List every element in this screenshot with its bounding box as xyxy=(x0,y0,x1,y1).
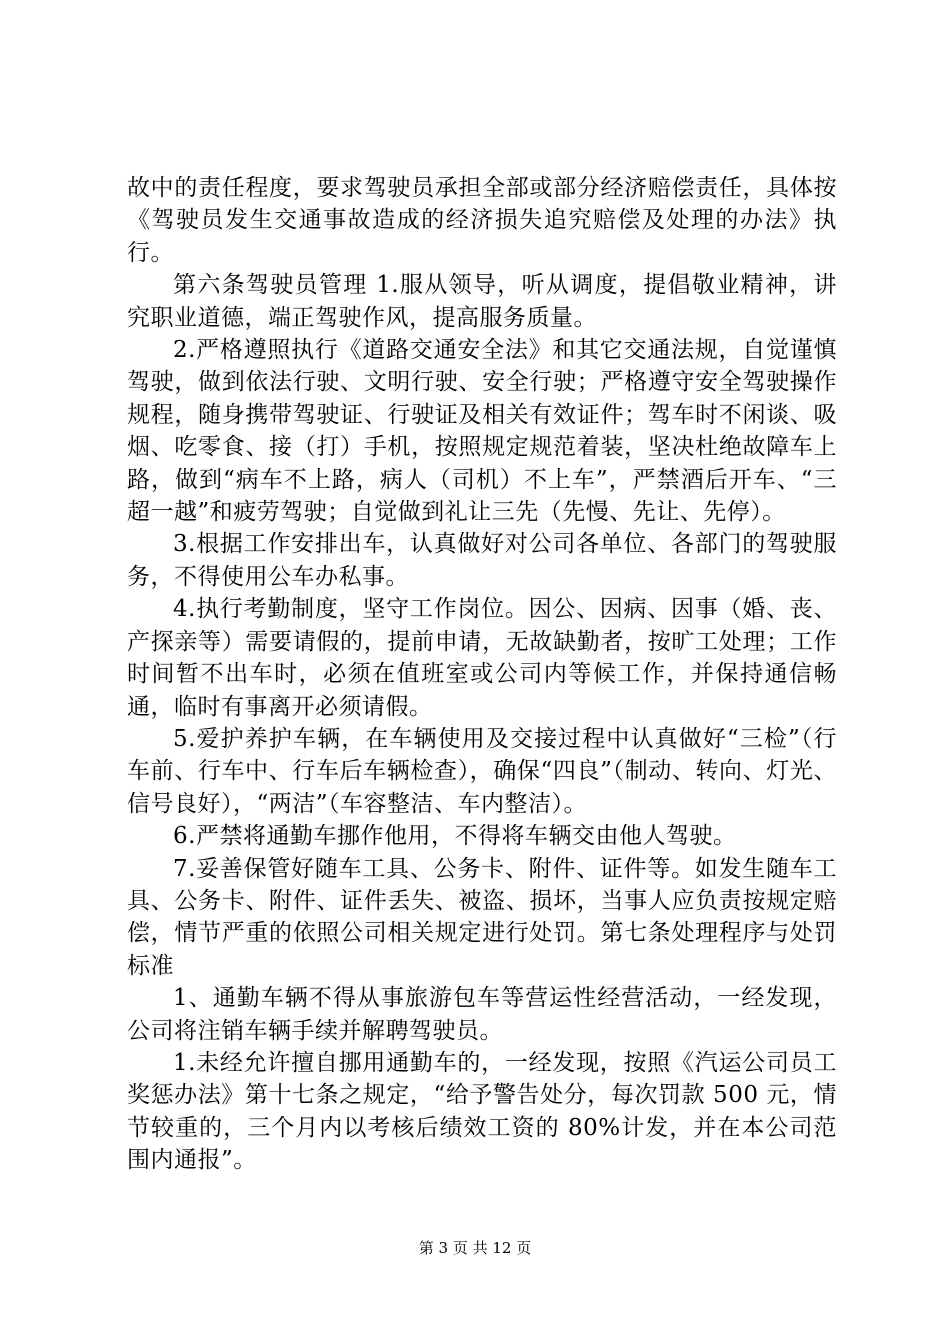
paragraph-item-4: 4.执行考勤制度，坚守工作岗位。因公、因病、因事（婚、丧、产探亲等）需要请假的，提前申请，无故缺勤者，按旷工处理；工作时间暂不出车时，必须在值班室或公司内等候工作，并保持通信畅通，临时有事离开必须请假。 xyxy=(127,596,837,720)
paragraph-item-3: 3.根据工作安排出车，认真做好对公司各单位、各部门的驾驶服务，不得使用公车办私事。 xyxy=(127,531,837,590)
paragraph-item-2: 2.严格遵照执行《道路交通安全法》和其它交通法规，自觉谨慎驾驶，做到依法行驶、文明行驶、安全行驶；严格遵守安全驾驶操作规程，随身携带驾驶证、行驶证及相关有效证件；驾车时不闲谈、吸烟、吃零食、接（打）手机，按照规定规范着装，坚决杜绝故障车上路，做到“病车不上路，病人（司机）不上车”，严禁酒后开车、“三超一越”和疲劳驾驶；自觉做到礼让三先（先慢、先让、先停）。 xyxy=(127,337,837,526)
paragraph-item-5: 5.爱护养护车辆，在车辆使用及交接过程中认真做好“三检”（行车前、行车中、行车后车辆检查），确保“四良”（制动、转向、灯光、信号良好），“两洁”（车容整洁、车内整洁）。 xyxy=(127,725,837,817)
paragraph-penalty-1: 1、通勤车辆不得从事旅游包车等营运性经营活动，一经发现，公司将注销车辆手续并解聘驾驶员。 xyxy=(127,985,837,1044)
paragraph-item-7: 7.妥善保管好随车工具、公务卡、附件、证件等。如发生随车工具、公务卡、附件、证件丢失、被盗、损坏，当事人应负责按规定赔偿，情节严重的依照公司相关规定进行处罚。第七条处理程序与处罚标准 xyxy=(127,855,837,979)
body-text xyxy=(127,172,837,1177)
paragraph-item-6: 6.严禁将通勤车挪作他用，不得将车辆交由他人驾驶。 xyxy=(173,823,737,850)
page-footer: 第 3 页 共 12 页 xyxy=(418,1239,532,1257)
paragraph-penalty-1-detail: 1.未经允许擅自挪用通勤车的，一经发现，按照《汽运公司员工奖惩办法》第十七条之规定，“给予警告处分，每次罚款 500 元，情节较重的，三个月内以考核后绩效工资的 80%计发，并在本公司范围内通报”。 xyxy=(127,1049,837,1174)
paragraph-1: 故中的责任程度，要求驾驶员承担全部或部分经济赔偿责任，具体按《驾驶员发生交通事故造成的经济损失追究赔偿及处理的办法》执行。 xyxy=(127,175,837,266)
paragraph-article-6: 第六条驾驶员管理 1.服从领导，听从调度，提倡敬业精神，讲究职业道德，端正驾驶作风，提高服务质量。 xyxy=(127,272,837,331)
